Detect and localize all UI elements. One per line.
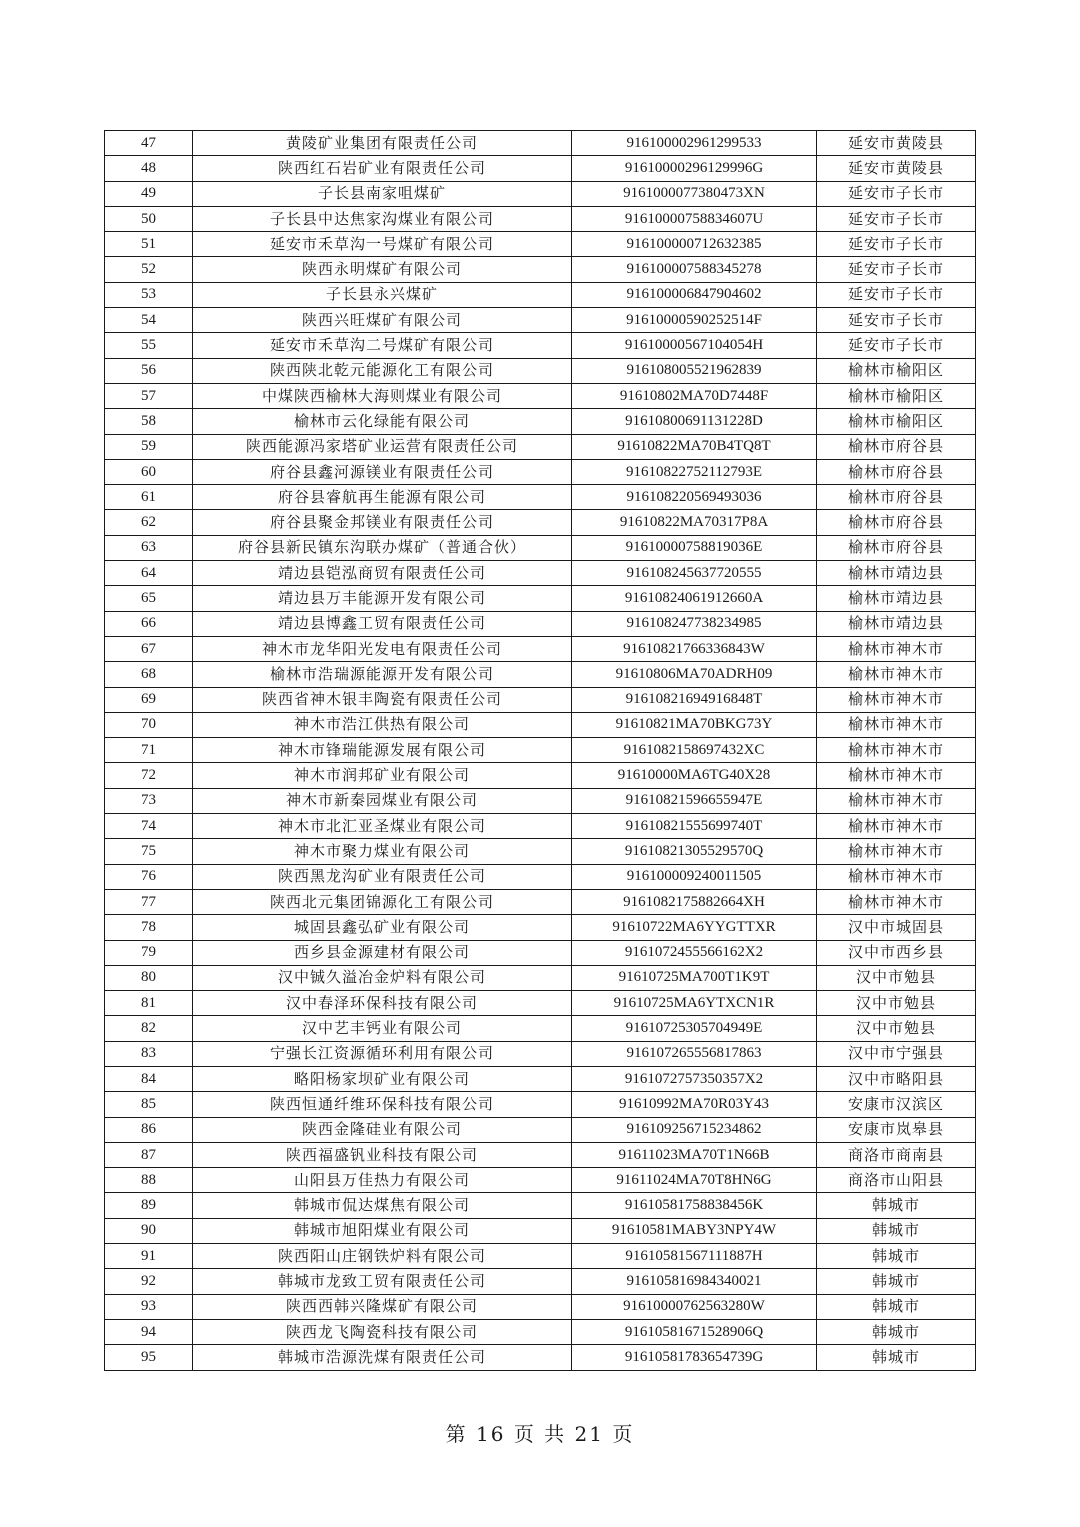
table-row (105, 965, 976, 990)
region-cell: 榆林市府谷县 (817, 459, 976, 484)
table-row (105, 1218, 976, 1243)
credit-code-cell: 91610725305704949E (572, 1016, 817, 1041)
region-cell: 榆林市神木市 (817, 687, 976, 712)
credit-code-cell: 91610822MA70B4TQ8T (572, 434, 817, 459)
region-cell: 榆林市榆阳区 (817, 383, 976, 408)
table-row (105, 232, 976, 257)
credit-code-cell: 91610000590252514F (572, 308, 817, 333)
company-name-cell: 西乡县金源建材有限公司 (193, 940, 572, 965)
row-number-cell: 89 (105, 1193, 193, 1218)
page-number-footer: 第 16 页 共 21 页 (445, 1422, 635, 1446)
company-name-cell: 山阳县万佳热力有限公司 (193, 1168, 572, 1193)
table-row (105, 814, 976, 839)
company-name-cell: 韩城市旭阳煤业有限公司 (193, 1218, 572, 1243)
row-number-cell: 54 (105, 308, 193, 333)
credit-code-cell: 91610581567111887H (572, 1244, 817, 1269)
credit-code-cell: 91611023MA70T1N66B (572, 1142, 817, 1167)
credit-code-cell: 91610725MA6YTXCN1R (572, 991, 817, 1016)
credit-code-cell: 916100009240011505 (572, 864, 817, 889)
table-row (105, 434, 976, 459)
table-row (105, 1117, 976, 1142)
table-row (105, 738, 976, 763)
table-row (105, 383, 976, 408)
credit-code-cell: 91610000296129996G (572, 156, 817, 181)
region-cell: 榆林市靖边县 (817, 611, 976, 636)
credit-code-cell: 91610802MA70D7448F (572, 383, 817, 408)
region-cell: 韩城市 (817, 1345, 976, 1370)
credit-code-cell: 91610000762563280W (572, 1294, 817, 1319)
region-cell: 韩城市 (817, 1218, 976, 1243)
region-cell: 韩城市 (817, 1319, 976, 1344)
credit-code-cell: 916108247738234985 (572, 611, 817, 636)
region-cell: 韩城市 (817, 1269, 976, 1294)
company-name-cell: 神木市聚力煤业有限公司 (193, 839, 572, 864)
table-row (105, 510, 976, 535)
table-row (105, 1066, 976, 1091)
row-number-cell: 58 (105, 409, 193, 434)
credit-code-cell: 91610000758834607U (572, 206, 817, 231)
table-row (105, 535, 976, 560)
row-number-cell: 69 (105, 687, 193, 712)
credit-code-cell: 916100002961299533 (572, 131, 817, 156)
company-name-cell: 神木市北汇亚圣煤业有限公司 (193, 814, 572, 839)
credit-code-cell: 91610821694916848T (572, 687, 817, 712)
credit-code-cell: 91610821555699740T (572, 814, 817, 839)
table-row (105, 308, 976, 333)
credit-code-cell: 9161082175882664XH (572, 889, 817, 914)
company-name-cell: 陕西永明煤矿有限公司 (193, 257, 572, 282)
region-cell: 汉中市勉县 (817, 1016, 976, 1041)
company-name-cell: 子长县永兴煤矿 (193, 282, 572, 307)
row-number-cell: 63 (105, 535, 193, 560)
credit-code-cell: 91610800691131228D (572, 409, 817, 434)
region-cell: 韩城市 (817, 1193, 976, 1218)
region-cell: 榆林市神木市 (817, 763, 976, 788)
company-name-cell: 陕西兴旺煤矿有限公司 (193, 308, 572, 333)
region-cell: 榆林市神木市 (817, 738, 976, 763)
region-cell: 韩城市 (817, 1294, 976, 1319)
table-row (105, 1319, 976, 1344)
row-number-cell: 60 (105, 459, 193, 484)
company-name-cell: 神木市润邦矿业有限公司 (193, 763, 572, 788)
company-name-cell: 神木市浩江供热有限公司 (193, 712, 572, 737)
region-cell: 榆林市靖边县 (817, 586, 976, 611)
table-row (105, 1193, 976, 1218)
company-name-cell: 陕西龙飞陶瓷科技有限公司 (193, 1319, 572, 1344)
region-cell: 榆林市府谷县 (817, 434, 976, 459)
company-name-cell: 神木市龙华阳光发电有限责任公司 (193, 636, 572, 661)
row-number-cell: 87 (105, 1142, 193, 1167)
table-row (105, 131, 976, 156)
table-row (105, 889, 976, 914)
table-row (105, 611, 976, 636)
row-number-cell: 48 (105, 156, 193, 181)
row-number-cell: 82 (105, 1016, 193, 1041)
table-row (105, 1269, 976, 1294)
row-number-cell: 80 (105, 965, 193, 990)
company-name-cell: 略阳杨家坝矿业有限公司 (193, 1066, 572, 1091)
row-number-cell: 52 (105, 257, 193, 282)
company-name-cell: 韩城市龙致工贸有限责任公司 (193, 1269, 572, 1294)
credit-code-cell: 9161072455566162X2 (572, 940, 817, 965)
region-cell: 延安市子长市 (817, 308, 976, 333)
table-row (105, 915, 976, 940)
company-name-cell: 神木市新秦园煤业有限公司 (193, 788, 572, 813)
row-number-cell: 93 (105, 1294, 193, 1319)
table-row (105, 156, 976, 181)
company-name-cell: 陕西陕北乾元能源化工有限公司 (193, 358, 572, 383)
company-name-cell: 黄陵矿业集团有限责任公司 (193, 131, 572, 156)
row-number-cell: 70 (105, 712, 193, 737)
company-name-cell: 陕西金隆硅业有限公司 (193, 1117, 572, 1142)
table-row (105, 282, 976, 307)
row-number-cell: 62 (105, 510, 193, 535)
table-row (105, 712, 976, 737)
row-number-cell: 84 (105, 1066, 193, 1091)
credit-code-cell: 9161000077380473XN (572, 181, 817, 206)
row-number-cell: 78 (105, 915, 193, 940)
row-number-cell: 61 (105, 485, 193, 510)
company-name-cell: 府谷县聚金邦镁业有限责任公司 (193, 510, 572, 535)
row-number-cell: 77 (105, 889, 193, 914)
credit-code-cell: 91610581MABY3NPY4W (572, 1218, 817, 1243)
table-row (105, 940, 976, 965)
credit-code-cell: 916109256715234862 (572, 1117, 817, 1142)
credit-code-cell: 91610581758838456K (572, 1193, 817, 1218)
company-name-cell: 陕西西韩兴隆煤矿有限公司 (193, 1294, 572, 1319)
credit-code-cell: 916108005521962839 (572, 358, 817, 383)
credit-code-cell: 91610581671528906Q (572, 1319, 817, 1344)
table-row (105, 1168, 976, 1193)
row-number-cell: 49 (105, 181, 193, 206)
row-number-cell: 65 (105, 586, 193, 611)
row-number-cell: 86 (105, 1117, 193, 1142)
row-number-cell: 72 (105, 763, 193, 788)
row-number-cell: 50 (105, 206, 193, 231)
table-row (105, 1092, 976, 1117)
table-row (105, 991, 976, 1016)
row-number-cell: 73 (105, 788, 193, 813)
credit-code-cell: 91610725MA700T1K9T (572, 965, 817, 990)
company-name-cell: 榆林市云化绿能有限公司 (193, 409, 572, 434)
company-name-cell: 靖边县博鑫工贸有限责任公司 (193, 611, 572, 636)
credit-code-cell: 9161072757350357X2 (572, 1066, 817, 1091)
table-row (105, 1294, 976, 1319)
credit-code-cell: 91610821596655947E (572, 788, 817, 813)
credit-code-cell: 91610821766336843W (572, 636, 817, 661)
company-name-cell: 陕西福盛钒业科技有限公司 (193, 1142, 572, 1167)
region-cell: 汉中市勉县 (817, 991, 976, 1016)
region-cell: 延安市黄陵县 (817, 131, 976, 156)
table-row (105, 586, 976, 611)
table-row (105, 206, 976, 231)
region-cell: 榆林市榆阳区 (817, 409, 976, 434)
region-cell: 榆林市靖边县 (817, 561, 976, 586)
row-number-cell: 71 (105, 738, 193, 763)
table-row (105, 662, 976, 687)
credit-code-cell: 91610822MA70317P8A (572, 510, 817, 535)
enterprise-table (104, 130, 976, 1371)
table-row (105, 1142, 976, 1167)
table-row (105, 864, 976, 889)
table-row (105, 839, 976, 864)
table-row (105, 1041, 976, 1066)
region-cell: 商洛市商南县 (817, 1142, 976, 1167)
region-cell: 延安市子长市 (817, 232, 976, 257)
company-name-cell: 陕西能源冯家塔矿业运营有限责任公司 (193, 434, 572, 459)
region-cell: 榆林市神木市 (817, 814, 976, 839)
table-row (105, 358, 976, 383)
region-cell: 汉中市勉县 (817, 965, 976, 990)
credit-code-cell: 91610806MA70ADRH09 (572, 662, 817, 687)
row-number-cell: 95 (105, 1345, 193, 1370)
company-name-cell: 陕西红石岩矿业有限责任公司 (193, 156, 572, 181)
region-cell: 榆林市神木市 (817, 662, 976, 687)
row-number-cell: 68 (105, 662, 193, 687)
credit-code-cell: 91610000MA6TG40X28 (572, 763, 817, 788)
company-name-cell: 韩城市侃达煤焦有限公司 (193, 1193, 572, 1218)
credit-code-cell: 91610581783654739G (572, 1345, 817, 1370)
credit-code-cell: 916100000712632385 (572, 232, 817, 257)
table-row (105, 181, 976, 206)
row-number-cell: 74 (105, 814, 193, 839)
credit-code-cell: 91610824061912660A (572, 586, 817, 611)
credit-code-cell: 91611024MA70T8HN6G (572, 1168, 817, 1193)
table-row (105, 788, 976, 813)
region-cell: 汉中市略阳县 (817, 1066, 976, 1091)
region-cell: 延安市子长市 (817, 333, 976, 358)
credit-code-cell: 91610821MA70BKG73Y (572, 712, 817, 737)
credit-code-cell: 91610992MA70R03Y43 (572, 1092, 817, 1117)
credit-code-cell: 916100006847904602 (572, 282, 817, 307)
table-row (105, 459, 976, 484)
company-name-cell: 汉中铖久溢冶金炉料有限公司 (193, 965, 572, 990)
row-number-cell: 56 (105, 358, 193, 383)
company-name-cell: 靖边县万丰能源开发有限公司 (193, 586, 572, 611)
row-number-cell: 88 (105, 1168, 193, 1193)
credit-code-cell: 916100007588345278 (572, 257, 817, 282)
row-number-cell: 67 (105, 636, 193, 661)
credit-code-cell: 9161082158697432XC (572, 738, 817, 763)
company-name-cell: 韩城市浩源洗煤有限责任公司 (193, 1345, 572, 1370)
row-number-cell: 79 (105, 940, 193, 965)
row-number-cell: 92 (105, 1269, 193, 1294)
row-number-cell: 83 (105, 1041, 193, 1066)
region-cell: 安康市岚皋县 (817, 1117, 976, 1142)
company-name-cell: 府谷县新民镇东沟联办煤矿（普通合伙） (193, 535, 572, 560)
table-row (105, 1016, 976, 1041)
credit-code-cell: 91610822752112793E (572, 459, 817, 484)
region-cell: 商洛市山阳县 (817, 1168, 976, 1193)
table-row (105, 687, 976, 712)
company-name-cell: 神木市锋瑞能源发展有限公司 (193, 738, 572, 763)
company-name-cell: 陕西阳山庄钢铁炉料有限公司 (193, 1244, 572, 1269)
company-name-cell: 陕西省神木银丰陶瓷有限责任公司 (193, 687, 572, 712)
table-row (105, 1345, 976, 1370)
company-name-cell: 城固县鑫弘矿业有限公司 (193, 915, 572, 940)
table-row (105, 561, 976, 586)
credit-code-cell: 916108220569493036 (572, 485, 817, 510)
table-row (105, 485, 976, 510)
row-number-cell: 90 (105, 1218, 193, 1243)
company-name-cell: 榆林市浩瑞源能源开发有限公司 (193, 662, 572, 687)
company-name-cell: 延安市禾草沟一号煤矿有限公司 (193, 232, 572, 257)
table-row (105, 763, 976, 788)
region-cell: 延安市黄陵县 (817, 156, 976, 181)
row-number-cell: 91 (105, 1244, 193, 1269)
row-number-cell: 53 (105, 282, 193, 307)
region-cell: 榆林市神木市 (817, 788, 976, 813)
region-cell: 汉中市宁强县 (817, 1041, 976, 1066)
region-cell: 榆林市府谷县 (817, 510, 976, 535)
region-cell: 榆林市神木市 (817, 864, 976, 889)
region-cell: 汉中市西乡县 (817, 940, 976, 965)
region-cell: 延安市子长市 (817, 257, 976, 282)
credit-code-cell: 916105816984340021 (572, 1269, 817, 1294)
region-cell: 榆林市神木市 (817, 839, 976, 864)
company-name-cell: 靖边县铠泓商贸有限责任公司 (193, 561, 572, 586)
row-number-cell: 75 (105, 839, 193, 864)
company-name-cell: 中煤陕西榆林大海则煤业有限公司 (193, 383, 572, 408)
credit-code-cell: 916107265556817863 (572, 1041, 817, 1066)
region-cell: 榆林市神木市 (817, 712, 976, 737)
credit-code-cell: 91610722MA6YYGTTXR (572, 915, 817, 940)
row-number-cell: 64 (105, 561, 193, 586)
row-number-cell: 85 (105, 1092, 193, 1117)
row-number-cell: 47 (105, 131, 193, 156)
table-row (105, 257, 976, 282)
table-row (105, 409, 976, 434)
region-cell: 延安市子长市 (817, 206, 976, 231)
region-cell: 榆林市榆阳区 (817, 358, 976, 383)
company-name-cell: 陕西恒通纤维环保科技有限公司 (193, 1092, 572, 1117)
row-number-cell: 76 (105, 864, 193, 889)
region-cell: 榆林市府谷县 (817, 485, 976, 510)
company-name-cell: 府谷县鑫河源镁业有限责任公司 (193, 459, 572, 484)
company-name-cell: 陕西黑龙沟矿业有限责任公司 (193, 864, 572, 889)
region-cell: 汉中市城固县 (817, 915, 976, 940)
region-cell: 延安市子长市 (817, 181, 976, 206)
row-number-cell: 57 (105, 383, 193, 408)
row-number-cell: 59 (105, 434, 193, 459)
credit-code-cell: 91610000758819036E (572, 535, 817, 560)
row-number-cell: 94 (105, 1319, 193, 1344)
company-name-cell: 子长县南家咀煤矿 (193, 181, 572, 206)
table-row (105, 1244, 976, 1269)
credit-code-cell: 91610000567104054H (572, 333, 817, 358)
table-row (105, 636, 976, 661)
company-name-cell: 陕西北元集团锦源化工有限公司 (193, 889, 572, 914)
table-row (105, 333, 976, 358)
row-number-cell: 55 (105, 333, 193, 358)
company-name-cell: 子长县中达焦家沟煤业有限公司 (193, 206, 572, 231)
enterprise-table-body (105, 131, 976, 1371)
company-name-cell: 汉中艺丰钙业有限公司 (193, 1016, 572, 1041)
row-number-cell: 66 (105, 611, 193, 636)
region-cell: 安康市汉滨区 (817, 1092, 976, 1117)
region-cell: 韩城市 (817, 1244, 976, 1269)
row-number-cell: 51 (105, 232, 193, 257)
region-cell: 榆林市神木市 (817, 636, 976, 661)
company-name-cell: 汉中春泽环保科技有限公司 (193, 991, 572, 1016)
credit-code-cell: 916108245637720555 (572, 561, 817, 586)
region-cell: 延安市子长市 (817, 282, 976, 307)
company-name-cell: 宁强长江资源循环利用有限公司 (193, 1041, 572, 1066)
company-name-cell: 府谷县睿航再生能源有限公司 (193, 485, 572, 510)
row-number-cell: 81 (105, 991, 193, 1016)
region-cell: 榆林市神木市 (817, 889, 976, 914)
company-name-cell: 延安市禾草沟二号煤矿有限公司 (193, 333, 572, 358)
region-cell: 榆林市府谷县 (817, 535, 976, 560)
credit-code-cell: 91610821305529570Q (572, 839, 817, 864)
